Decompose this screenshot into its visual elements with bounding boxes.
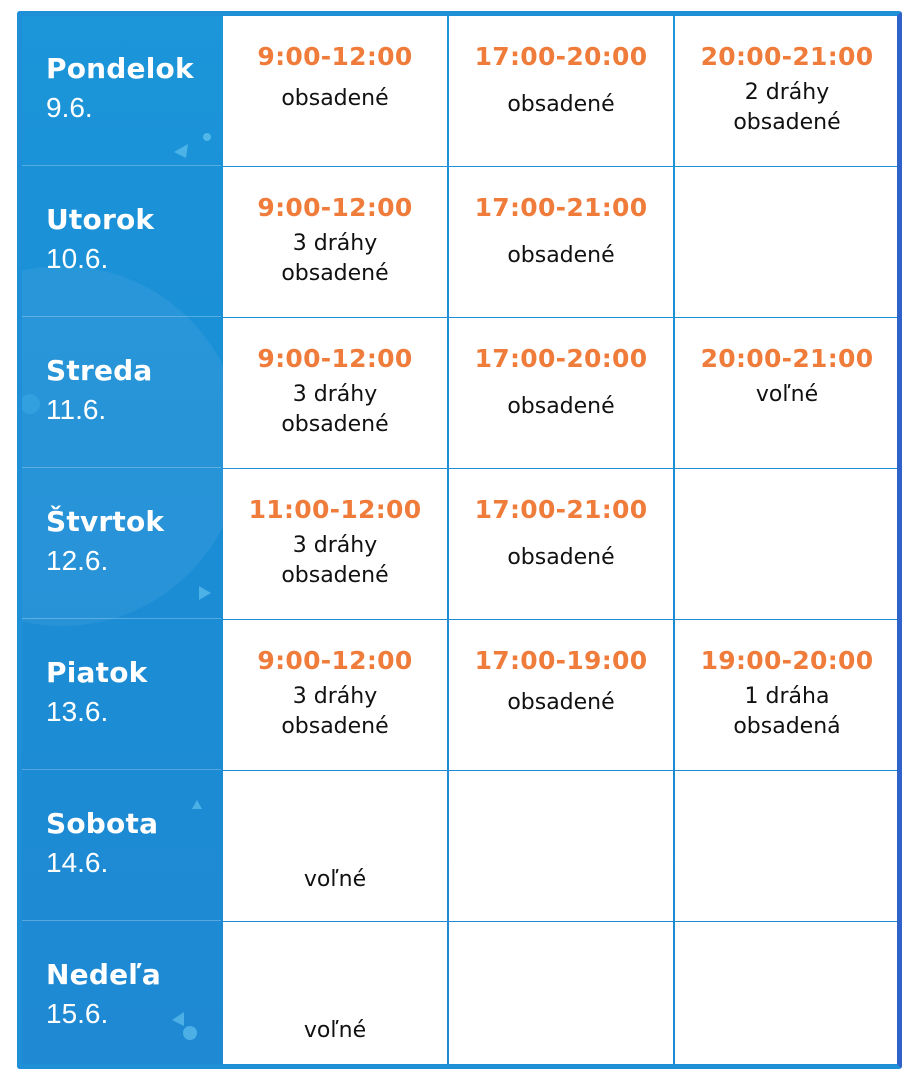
slot-time: 20:00-21:00	[700, 42, 874, 71]
slot-time: 17:00-21:00	[474, 495, 648, 524]
slot-cell	[449, 469, 673, 619]
schedule-frame	[17, 11, 902, 1069]
day-date: 9.6.	[46, 92, 93, 123]
slot-time: 11:00-12:00	[248, 495, 422, 524]
slot-cell-empty	[675, 771, 899, 921]
day-name: Sobota	[46, 807, 159, 840]
day-date: 10.6.	[46, 243, 109, 274]
slot-status: 3 dráhy obsadené	[281, 382, 389, 437]
slot-cell	[675, 16, 899, 166]
slot-cell	[675, 620, 899, 770]
slot-cell	[223, 469, 447, 619]
slot-cell	[449, 620, 673, 770]
slot-cell	[675, 318, 899, 468]
day-header-wednesday	[22, 318, 221, 468]
slot-status: 2 dráhy obsadené	[733, 80, 841, 135]
slot-time: 9:00-12:00	[257, 193, 413, 222]
day-name: Pondelok	[46, 52, 194, 85]
day-header-monday	[22, 16, 221, 166]
slot-cell-empty	[449, 922, 673, 1069]
slot-cell	[223, 771, 447, 921]
day-header-saturday	[22, 771, 221, 921]
day-date: 14.6.	[46, 847, 109, 878]
slot-cell	[223, 922, 447, 1069]
slot-status: 3 dráhy obsadené	[281, 533, 389, 588]
day-header-sunday	[22, 922, 221, 1069]
slot-cell	[223, 620, 447, 770]
slot-status: 3 dráhy obsadené	[281, 684, 389, 739]
day-header-friday	[22, 620, 221, 770]
day-date: 13.6.	[46, 696, 109, 727]
day-name: Štvrtok	[46, 505, 165, 538]
day-date: 11.6.	[46, 394, 107, 425]
day-name: Piatok	[46, 656, 148, 689]
schedule-table	[22, 16, 897, 1064]
slot-time: 17:00-19:00	[474, 646, 648, 675]
slot-cell	[449, 318, 673, 468]
slot-status: voľné	[303, 867, 367, 892]
slot-status: obsadené	[507, 545, 615, 570]
slot-status: voľné	[755, 382, 819, 407]
slot-status: obsadené	[507, 243, 615, 268]
slot-time: 17:00-21:00	[474, 193, 648, 222]
slot-time: 9:00-12:00	[257, 42, 413, 71]
slot-status: 1 dráha obsadená	[733, 684, 841, 739]
slot-cell-empty	[675, 922, 899, 1069]
day-header-thursday	[22, 469, 221, 619]
slot-cell	[449, 16, 673, 166]
slot-cell	[449, 167, 673, 317]
slot-status: 3 dráhy obsadené	[281, 231, 389, 286]
slot-status: voľné	[303, 1018, 367, 1043]
day-date: 15.6.	[46, 998, 109, 1029]
slot-status: obsadené	[507, 92, 615, 117]
slot-time: 17:00-20:00	[474, 344, 648, 373]
slot-time: 17:00-20:00	[474, 42, 648, 71]
slot-time: 9:00-12:00	[257, 344, 413, 373]
slot-status: obsadené	[507, 394, 615, 419]
day-name: Nedeľa	[46, 958, 161, 991]
slot-time: 19:00-20:00	[700, 646, 874, 675]
slot-cell-empty	[449, 771, 673, 921]
slot-status: obsadené	[507, 690, 615, 715]
day-name: Streda	[46, 354, 153, 387]
slot-cell-empty	[675, 167, 899, 317]
slot-time: 9:00-12:00	[257, 646, 413, 675]
slot-cell-empty	[675, 469, 899, 619]
slot-cell	[223, 318, 447, 468]
day-name: Utorok	[46, 203, 155, 236]
slot-time: 20:00-21:00	[700, 344, 874, 373]
slot-status: obsadené	[281, 86, 389, 111]
day-date: 12.6.	[46, 545, 109, 576]
day-header-tuesday	[22, 167, 221, 317]
slot-cell	[223, 167, 447, 317]
slot-cell	[223, 16, 447, 166]
